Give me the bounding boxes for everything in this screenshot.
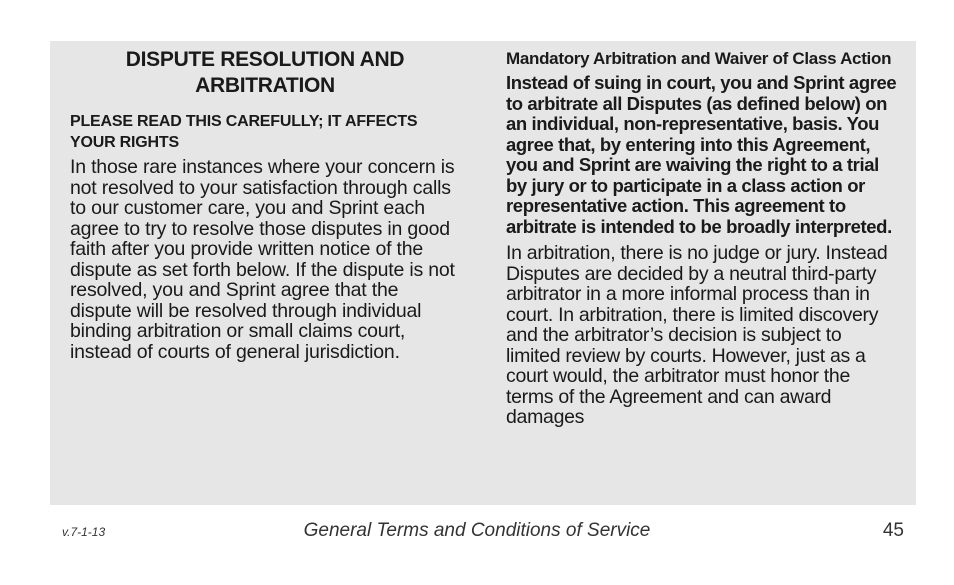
footer-title: General Terms and Conditions of Service [303, 520, 651, 541]
arbitration-paragraph: In arbitration, there is no judge or jury. Instead Disputes are decided by a neutral third-party arbitrator in a more informal process than in court. In arbitration, there is limited discovery and the arbitrator’s decision is subject to limited review by courts. However, just as a court would, the arbitrator must honor the terms of the Agreement and can award damages [506, 242, 888, 428]
right-column [506, 41, 898, 428]
page-number: 45 [882, 520, 904, 541]
section-heading: DISPUTE RESOLUTION AND ARBITRATION [125, 48, 405, 97]
arbitration-heading: Mandatory Arbitration and Waiver of Class Action [506, 49, 892, 68]
version-label: v.7-1-13 [62, 525, 106, 539]
dispute-paragraph: In those rare instances where your concern is not resolved to your satisfaction through calls to our customer care, you and Sprint each agree to try to resolve those disputes in good faith after you provide written notice of the dispute as set forth below. If the dispute is not resolved, you and Sprint agree that the dispute will be resolved through individual binding arbitration or small claims court, instead of courts of general jurisdiction. [70, 156, 455, 363]
content-panel [50, 41, 916, 505]
left-column [70, 41, 460, 362]
section-subheading: PLEASE READ THIS CAREFULLY; IT AFFECTS YOUR RIGHTS [70, 113, 418, 151]
page-footer [0, 520, 954, 544]
arbitration-bold-paragraph: Instead of suing in court, you and Sprint agree to arbitrate all Disputes (as defined below) on an individual, non-representative, basis. You agree that, by entering into this Agreement, you and Sprint are waiving the right to a trial by jury or to participate in a class action or representative action. This agreement to arbitrate is intended to be broadly interpreted. [506, 72, 897, 237]
